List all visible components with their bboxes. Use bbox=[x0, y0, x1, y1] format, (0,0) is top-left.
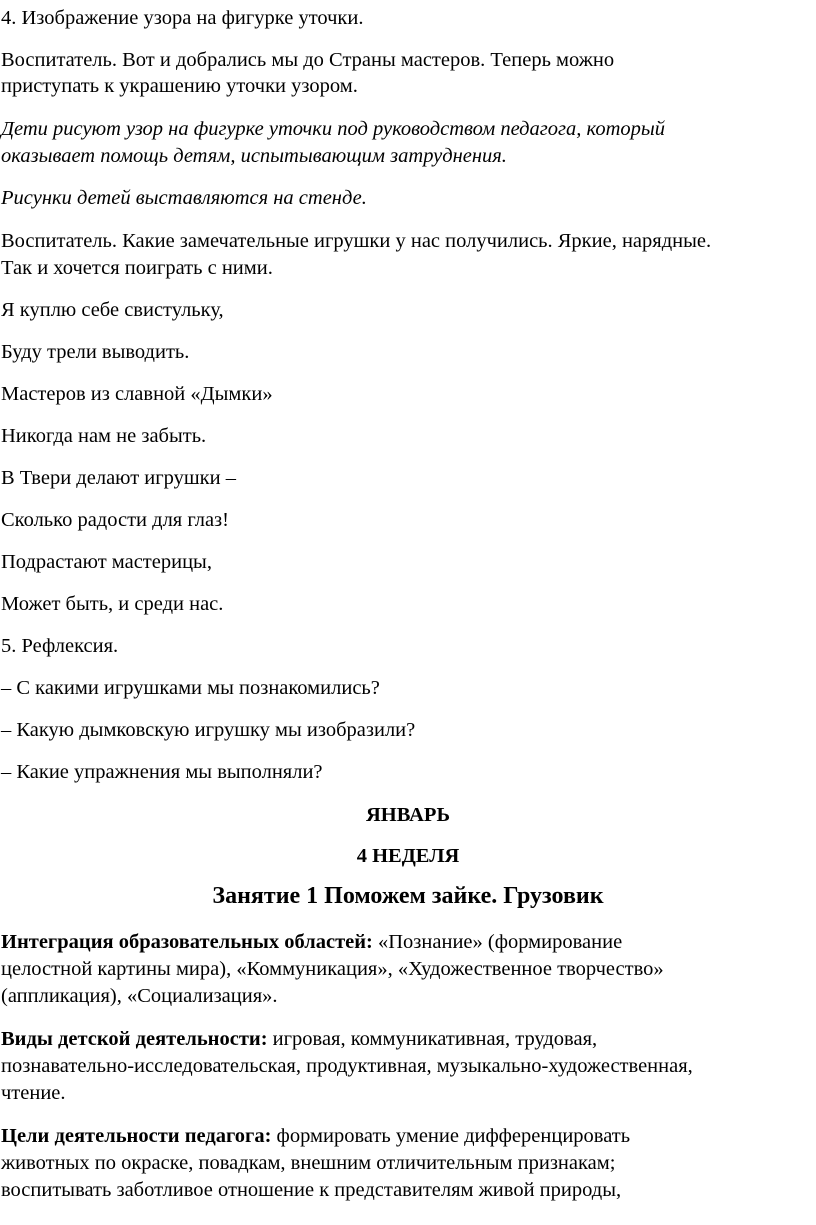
goals-line-1 bbox=[1, 1123, 630, 1149]
activities-text: игровая, коммуникативная, трудовая, bbox=[267, 1028, 598, 1050]
integration-line-1 bbox=[1, 929, 622, 955]
poem-line: Я куплю себе свистульку, bbox=[1, 299, 224, 321]
integration-line-3: (аппликация), «Социализация». bbox=[1, 985, 278, 1007]
goals-line-3: воспитывать заботливое отношение к представителям живой природы, bbox=[1, 1179, 622, 1201]
teacher-paragraph-2-line-2: Так и хочется поиграть с ними. bbox=[1, 257, 273, 279]
italic-paragraph-1-line-2: оказывает помощь детям, испытывающим затруднения. bbox=[1, 145, 507, 167]
italic-paragraph-2: Рисунки детей выставляются на стенде. bbox=[1, 187, 367, 209]
teacher-paragraph-1-line-2: приступать к украшению уточки узором. bbox=[1, 75, 358, 97]
reflection-question: – Какую дымковскую игрушку мы изобразили? bbox=[1, 719, 416, 741]
goals-label: Цели деятельности педагога: bbox=[1, 1125, 272, 1147]
integration-line-2: целостной картины мира), «Коммуникация», «Художественное творчество» bbox=[1, 958, 664, 980]
poem-line: Может быть, и среди нас. bbox=[1, 593, 224, 615]
reflection-question: – Какие упражнения мы выполняли? bbox=[1, 761, 323, 783]
poem-line: Буду трели выводить. bbox=[1, 341, 190, 363]
step-4-heading: 4. Изображение узора на фигурке уточки. bbox=[1, 7, 364, 29]
activities-line-1 bbox=[1, 1026, 597, 1052]
italic-paragraph-1-line-1: Дети рисуют узор на фигурке уточки под руководством педагога, который bbox=[1, 118, 666, 140]
activities-label: Виды детской деятельности: bbox=[1, 1028, 268, 1050]
step-5-heading: 5. Рефлексия. bbox=[1, 635, 119, 657]
month-heading: ЯНВАРЬ bbox=[365, 804, 450, 826]
integration-text: «Познание» (формирование bbox=[372, 931, 623, 953]
activities-line-2: познавательно-исследовательская, продуктивная, музыкально-художественная, bbox=[1, 1055, 693, 1077]
poem-line: В Твери делают игрушки – bbox=[1, 467, 236, 489]
poem-line: Мастеров из славной «Дымки» bbox=[1, 383, 273, 405]
integration-label: Интеграция образовательных областей: bbox=[1, 931, 373, 953]
goals-line-2: животных по окраске, повадкам, внешним отличительным признакам; bbox=[1, 1152, 616, 1174]
poem-line: Подрастают мастерицы, bbox=[1, 551, 212, 573]
activities-line-3: чтение. bbox=[1, 1082, 66, 1104]
teacher-paragraph-1-line-1: Воспитатель. Вот и добрались мы до Страны мастеров. Теперь можно bbox=[1, 49, 615, 71]
goals-text: формировать умение дифференцировать bbox=[271, 1125, 631, 1147]
teacher-paragraph-2-line-1: Воспитатель. Какие замечательные игрушки у нас получились. Яркие, нарядные. bbox=[1, 230, 712, 252]
week-heading: 4 НЕДЕЛЯ bbox=[356, 845, 460, 867]
reflection-question: – С какими игрушками мы познакомились? bbox=[1, 677, 380, 699]
poem-line: Сколько радости для глаз! bbox=[1, 509, 229, 531]
poem-line: Никогда нам не забыть. bbox=[1, 425, 207, 447]
lesson-title: Занятие 1 Поможем зайке. Грузовик bbox=[212, 883, 604, 909]
